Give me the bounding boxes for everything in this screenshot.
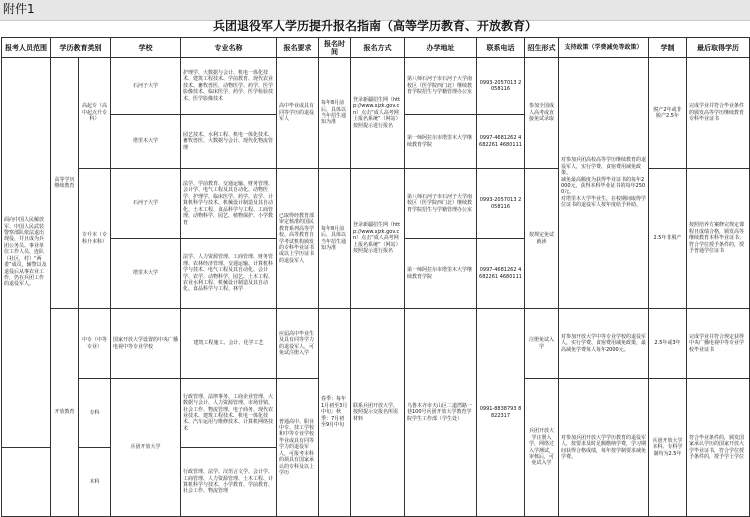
- recruit-cell: 注册免试入学: [525, 309, 559, 379]
- policy-cell: 对参加开放大学中等专业学校的退役军人，实行学费、食宿费用减免政策，最高减免学费每人每年2000元。: [559, 309, 649, 379]
- header-cell: 最后取得学历: [687, 38, 750, 58]
- length-cell: 2.5年或3年: [649, 309, 687, 379]
- length-cell: 兵团开放大学本科、专科学制均为2.5年: [649, 379, 687, 517]
- school-btkf: 兵团开放大学: [111, 379, 181, 517]
- address-cell: 第一师阿拉尔市塔里木大学继续教育学院: [405, 115, 477, 169]
- major-cell: 园艺技术、水利工程、机电一体化技术、畜牧兽医、大数据与会计、现代化物流管理: [181, 115, 277, 169]
- certificate-cell: 按照培养方案修完规定课程且成绩合格，颁发高等继续教育本科毕业证书；符合学位授予条件的，授予普通学位证书: [687, 169, 750, 309]
- method-cell: 登录新疆招生网（http://www.xjzk.gov.cn）点击“成人高考网上报名系统”（网站）按照提示进行报名: [351, 58, 405, 169]
- major-cell: 法学、人力资源管理、工商管理、财务管理、农林经济管理、交通运输、计算机科学与技术、电气工程及其自动化、会计学、农学、动物科学、园艺、土木工程、农业水利工程、机械设计制造及其自动化、食品科学与工程、林学: [181, 239, 277, 309]
- school-tlm: 塔里木大学: [111, 239, 181, 309]
- time-cell: 春季：每年1月初至3月中旬；秋季：7月初至9月中旬: [319, 309, 351, 517]
- header-cell: 报考人员范围: [2, 38, 51, 58]
- certificate-cell: 符合毕业条件的，颁发国家承认学历的国家开放大学毕业证书，符合学位授予条件的，授予学士学位: [687, 379, 750, 517]
- address-cell: 第一师阿拉尔市塔里木大学继续教育学院: [405, 239, 477, 309]
- header-cell: 学制: [649, 38, 687, 58]
- time-cell: 每年8月前后，具体以当年招生通知为准: [319, 58, 351, 169]
- certificate-cell: 完成学业并符合毕业条件的颁发高等学历继续教育专科毕业证书: [687, 58, 750, 169]
- requirement-cell: 应届高中毕业生及具有同等学力的退役军人，可免试注册入学: [277, 309, 319, 379]
- page-title: 兵团退役军人学历提升报名指南（高等学历教育、开放教育）: [212, 19, 537, 33]
- scope-cell: 面向中国人民解放军、中国人民武装警察部队依法退出现役，并且成为兵团公务员、事业单位工作人员、连队（社区，村）“两委”成员，辅警以及退役后从事农业工作，仍在兵团工作的退役军人。: [2, 58, 51, 448]
- policy-cell: 对参加兵团开放大学学历教育的退役军人，按要求及时足额缴纳学费，学习期间获得合格成绩，每年按学制要求减免学费。: [559, 379, 649, 517]
- major-cell: 行政管理、法律事务、工商企业管理、大数据与会计、人力资源管理、市场营销、社会工作、物流管理、电子商务、现代农业技术、建筑工程技术、机电一体化技术、汽车运用与维修技术、计算机网络技术: [181, 379, 277, 448]
- guide-table: [1, 37, 750, 517]
- header-cell: 专业名称: [181, 38, 277, 58]
- length-cell: 脱产2年或非脱产2.5年: [649, 58, 687, 169]
- header-cell: 招生形式: [525, 38, 559, 58]
- time-cell: 每年8月前后，具体以当年招生通知为准: [319, 169, 351, 309]
- level-benke: 本科: [79, 448, 111, 517]
- scope-continued: [2, 448, 51, 517]
- policy-text: 对塔里木大学毕业生，在校期间取得学位证书的退役军人按年度给予补助。: [561, 195, 647, 209]
- level-zhuanshengben: 专升本（专科升本科）: [79, 169, 111, 309]
- school-shz: 石河子大学: [111, 58, 181, 115]
- header-cell: 报名要求: [277, 38, 319, 58]
- certificate-cell: 完成学业并符合规定获得中央广播电视中等专业学校毕业证书: [687, 309, 750, 379]
- requirement-cell: 高中毕业或具有同等学历的退役军人: [277, 58, 319, 169]
- method-cell: 联系兵团开放大学，按照提示交报名所需材料: [351, 309, 405, 517]
- level-zhongzhuan: 中专（中等专业）: [79, 309, 111, 379]
- major-cell: 法学、学前教育、交通运输、财务管理、会计学、电气工程及其自动化、动物医学、护理学、临床医学、药学、农学、计算机科学与技术、机械设计制造及其自动化、土木工程、食品科学与工程、工商管理、动物科学、园艺、植物保护、小学教育: [181, 169, 277, 239]
- phone-cell: 0993-2057013 2058116: [477, 58, 525, 115]
- recruit-cell: 按规定免试就读: [525, 169, 559, 309]
- category-open-edu: 开放教育: [51, 309, 79, 517]
- requirement-cell: 已取得经教育部审定核准的国民教育系列高等学校、高等教育自学考试机构颁发的专科毕业证书或以上学历证书的退役军人: [277, 169, 319, 309]
- header-cell: 办学地址: [405, 38, 477, 58]
- header-cell: 报名时间: [319, 38, 351, 58]
- table-row: [2, 58, 750, 115]
- major-cell: 建筑工程施工、会计、化学工艺: [181, 309, 277, 379]
- header-cell: 支持政策（学费减免等政策）: [559, 38, 649, 58]
- header-cell: 学历教育类别: [51, 38, 111, 58]
- major-cell: 行政管理、法学、汉语言文学、会计学、工商管理、人力资源管理、土木工程、计算机科学与技术、小学教育、学前教育、社会工作、物流管理: [181, 448, 277, 517]
- phone-cell: 0997-4681262 4682261 4680111: [477, 115, 525, 169]
- length-cell: 2.5年非脱产: [649, 169, 687, 309]
- header-cell: 报名方式: [351, 38, 405, 58]
- recruit-cell: 参加全国成人高考或直接免试录取: [525, 58, 559, 169]
- requirement-cell: 普通高中、职业中专、技工学校和中等专业学校毕业或具有同等学力的退役军人，可报考本科的须具有国家承认的专科及以上学历: [277, 379, 319, 517]
- policy-text: 减免最高额度为获得毕业证书的每年2000元，获得本科毕业证书的每年2500元。: [561, 176, 646, 196]
- address-cell: 第八师石河子市石河子大学南校区（医学院西门北）继续教育学院招生与学籍管理办公室: [405, 169, 477, 239]
- policy-cell: [559, 58, 649, 309]
- category-higher-edu: 高等学历继续教育: [51, 58, 79, 309]
- school-tlm: 塔里木大学: [111, 115, 181, 169]
- level-gaoqizhuan: 高起专（高中起点升专科）: [79, 58, 111, 169]
- school-shz: 石河子大学: [111, 169, 181, 239]
- school-gjkf: 国家开放大学设置的中央广播电视中等专业学校: [111, 309, 181, 379]
- attachment-label: 附件1: [3, 2, 35, 16]
- method-cell: 登录新疆招生网（http://www.xjzk.gov.cn）点击“成人高考网上报名系统”（网站）按照提示进行报名: [351, 169, 405, 309]
- table-row: [2, 309, 750, 379]
- header-row: [2, 38, 750, 58]
- header-cell: 学校: [111, 38, 181, 58]
- policy-text: 对参加兵团高校高等学历继续教育的退役军人，实行学费、食宿费用减免政策。: [561, 157, 647, 177]
- phone-cell: 0997-4681262 4682261 4680111: [477, 239, 525, 309]
- address-cell: 第八师石河子市石河子大学南校区（医学院西门北）继续教育学院招生与学籍管理办公室: [405, 58, 477, 115]
- phone-cell: 0991-8838793 8822317: [477, 309, 525, 517]
- address-cell: 乌鲁木齐市天山区二道湾路一巷100号兵团开放大学教育学院学生工作部（学生处）: [405, 309, 477, 517]
- major-cell: 护理学、大数据与会计、机电一体化技术、建筑工程技术、学前教育、现代农业技术、畜牧兽医、动物医学、药学、医学影像技术、临床医学、药学、医学检验技术、医学影像技术: [181, 58, 277, 115]
- level-zhuanke: 专科: [79, 379, 111, 448]
- header-cell: 联系电话: [477, 38, 525, 58]
- phone-cell: 0993-2057013 2058116: [477, 169, 525, 239]
- recruit-cell: 兵团开放大学注册入学，网络过入学测试，审核后，可免试入学: [525, 379, 559, 517]
